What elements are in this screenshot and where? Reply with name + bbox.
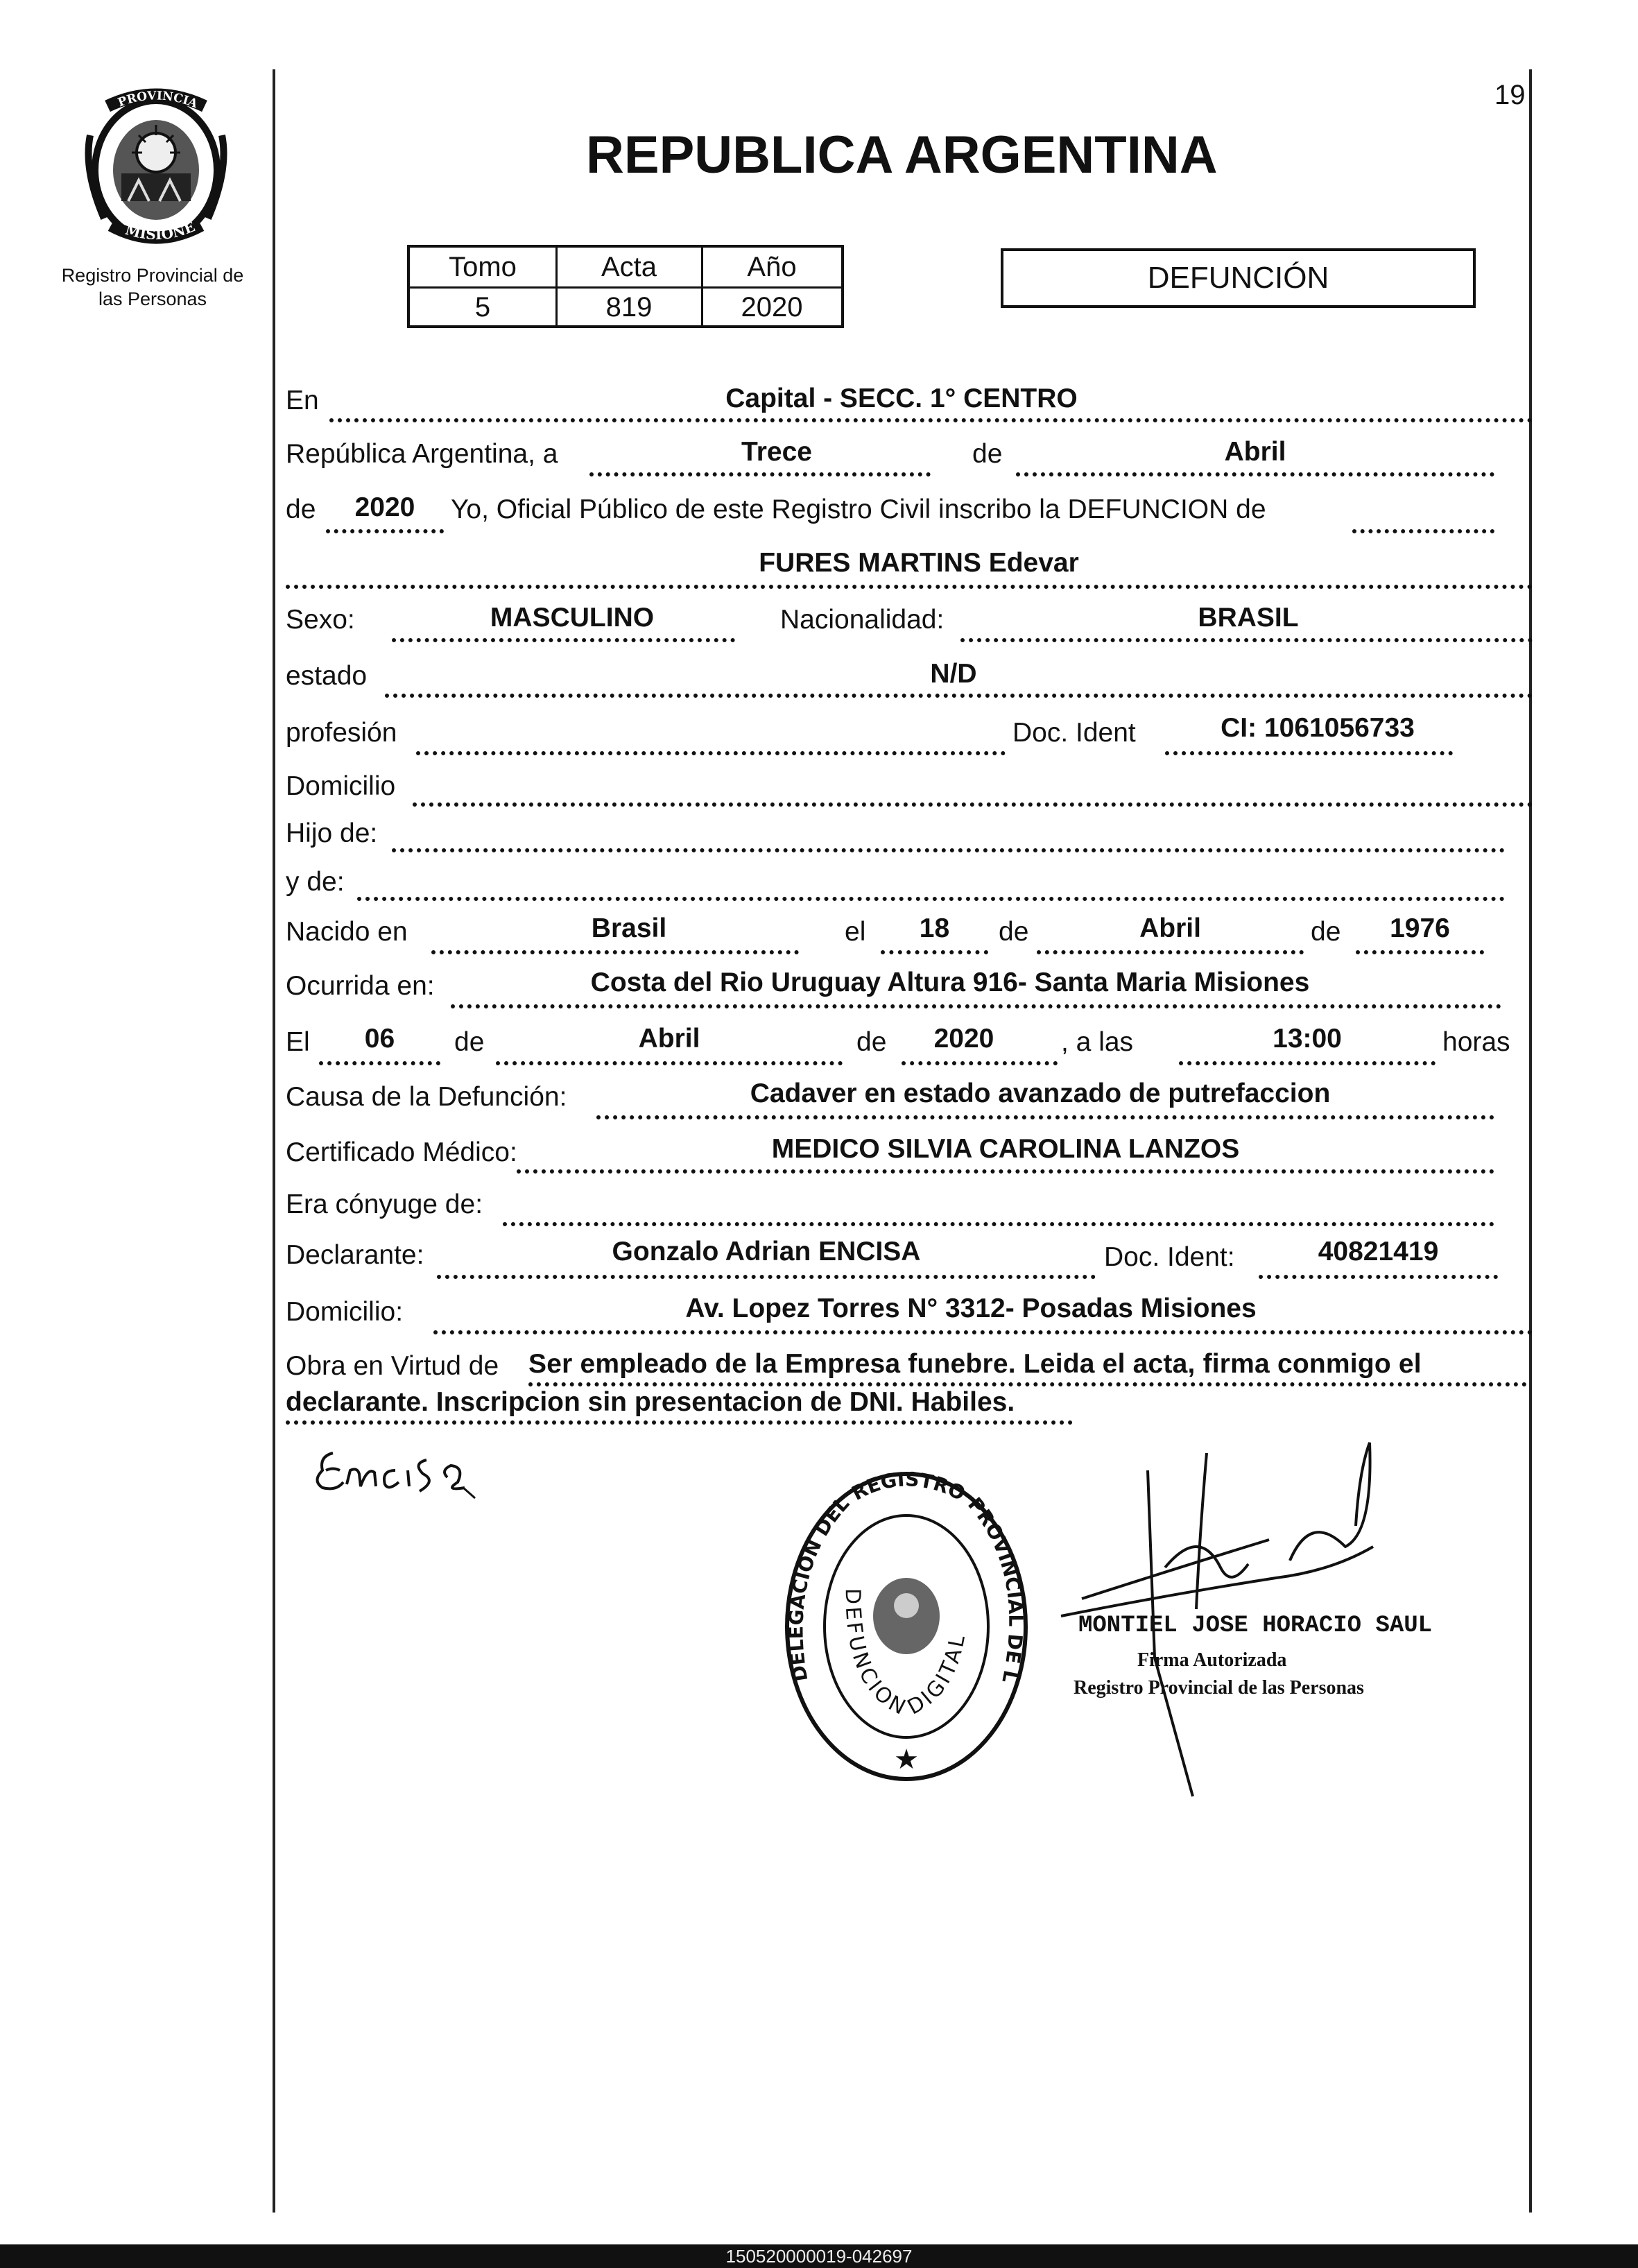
field-line-conyuge [503, 1222, 1494, 1226]
label-republica: República Argentina, a [286, 439, 558, 469]
value-declarante-doc: 40821419 [1318, 1237, 1439, 1266]
table-header-acta: Acta [601, 251, 657, 282]
field-line-doc-ident [1165, 751, 1453, 755]
label-nacido-en: Nacido en [286, 917, 408, 947]
official-role: Firma Autorizada [1137, 1649, 1287, 1671]
field-line-anio [326, 529, 444, 533]
label-de-anio: de [286, 495, 316, 524]
label-ocurrida-en: Ocurrida en: [286, 971, 435, 1001]
value-sexo: MASCULINO [490, 603, 655, 633]
label-de-def-mes: de [454, 1027, 485, 1057]
field-line-sexo [392, 638, 735, 642]
svg-text:PROVINCIA DE: PROVINCIA [116, 89, 200, 112]
label-obra: Obra en Virtud de [286, 1351, 499, 1381]
field-line-declarante [437, 1275, 1096, 1279]
svg-text:MISIONES: MISIONE [123, 218, 198, 243]
label-doc-ident: Doc. Ident [1012, 718, 1136, 748]
label-doc-ident2: Doc. Ident: [1104, 1242, 1235, 1272]
value-def-dia: 06 [364, 1024, 395, 1054]
label-a-las: , a las [1061, 1027, 1134, 1057]
label-el: el [845, 917, 866, 947]
field-line-nacionalidad [960, 638, 1533, 642]
page-number: 19 [1494, 80, 1526, 110]
value-def-mes: Abril [638, 1024, 700, 1054]
table-header-anio: Año [747, 251, 797, 282]
table-header-tomo: Tomo [449, 251, 517, 282]
registry-name-line1: Registro Provincial de [61, 265, 244, 286]
field-line-obra2 [286, 1420, 1073, 1425]
label-El: El [286, 1027, 310, 1057]
value-certificado: MEDICO SILVIA CAROLINA LANZOS [771, 1134, 1240, 1164]
field-line-def-hora [1179, 1061, 1436, 1065]
label-de-mes: de [972, 439, 1003, 469]
field-line-hijo-de [392, 848, 1505, 852]
declarante-signature [305, 1432, 513, 1509]
field-line-ocurrida-en [451, 1004, 1501, 1008]
label-declarante: Declarante: [286, 1240, 424, 1270]
table-value-acta: 819 [605, 291, 653, 323]
label-profesion: profesión [286, 718, 397, 748]
page-title: REPUBLICA ARGENTINA [586, 126, 1218, 184]
table-value-anio: 2020 [741, 291, 803, 323]
label-certificado: Certificado Médico: [286, 1137, 517, 1167]
field-line-yo-end [1352, 529, 1494, 533]
label-domicilio: Domicilio [286, 771, 396, 801]
left-margin-line [273, 69, 275, 2213]
label-y-de: y de: [286, 867, 345, 897]
label-nacionalidad: Nacionalidad: [780, 605, 945, 635]
field-line-def-anio [902, 1061, 1058, 1065]
value-def-anio: 2020 [933, 1024, 994, 1054]
label-en: En [286, 386, 319, 415]
field-line-nac-anio [1356, 950, 1484, 954]
field-line-nacido-en [431, 950, 799, 954]
value-nac-dia: 18 [919, 913, 950, 943]
value-causa: Cadaver en estado avanzado de putrefaccion [750, 1079, 1331, 1108]
label-estado: estado [286, 661, 368, 691]
field-line-estado [385, 694, 1533, 698]
official-name: MONTIEL JOSE HORACIO SAUL [1078, 1613, 1433, 1639]
value-nacionalidad: BRASIL [1198, 603, 1299, 633]
misiones-coat-of-arms-icon [76, 87, 236, 246]
label-sexo: Sexo: [286, 605, 355, 635]
label-de-nac-mes: de [999, 917, 1029, 947]
svg-text:★: ★ [894, 1744, 919, 1775]
value-mes: Abril [1224, 437, 1286, 467]
field-line-declarante-doc [1259, 1275, 1498, 1279]
field-line-obra1 [528, 1382, 1527, 1386]
label-causa: Causa de la Defunción: [286, 1082, 567, 1112]
official-org: Registro Provincial de las Personas [1074, 1677, 1364, 1699]
registry-name-line2: las Personas [98, 289, 207, 309]
field-line-dia [589, 472, 931, 476]
label-yo-oficial: Yo, Oficial Público de este Registro Civil inscribo la DEFUNCION de [451, 495, 1266, 524]
label-de-nac-anio: de [1311, 917, 1341, 947]
value-nac-mes: Abril [1139, 913, 1201, 943]
value-declarante-domicilio: Av. Lopez Torres N° 3312- Posadas Misiones [685, 1294, 1257, 1323]
official-stamp [780, 1467, 1033, 1786]
document-type-box: DEFUNCIÓN [1001, 248, 1476, 308]
value-anio: 2020 [354, 492, 415, 522]
value-nac-anio: 1976 [1390, 913, 1450, 943]
field-line-causa [596, 1115, 1494, 1119]
value-nombre: FURES MARTINS Edevar [759, 548, 1079, 578]
value-nacido-en: Brasil [591, 913, 667, 943]
svg-text:DEFUNCION DIGITAL: DEFUNCION DIGITAL [840, 1588, 971, 1723]
value-ocurrida-en: Costa del Rio Uruguay Altura 916- Santa Maria Misiones [590, 968, 1310, 997]
table-value-tomo: 5 [474, 291, 491, 323]
document-id-footer: 150520000019-042697 [0, 2244, 1638, 2268]
svg-text:DELEGACION DEL REGISTRO PROVIN: DELEGACION DEL REGISTRO PROVINCIAL DE L [784, 1468, 1028, 1685]
value-doc-ident: CI: 1061056733 [1221, 713, 1415, 743]
label-hijo-de: Hijo de: [286, 818, 378, 848]
field-line-def-dia [319, 1061, 440, 1065]
field-line-en [329, 418, 1533, 422]
field-line-domicilio [413, 802, 1533, 807]
field-line-def-mes [496, 1061, 843, 1065]
field-line-domicilio2 [433, 1330, 1533, 1334]
field-line-y-de [357, 897, 1505, 901]
field-line-nac-dia [881, 950, 988, 954]
value-obra-line2: declarante. Inscripcion sin presentacion de DNI. Habiles. [286, 1387, 1015, 1417]
acta-table [407, 245, 844, 328]
field-line-mes [1016, 472, 1494, 476]
field-line-nombre [286, 585, 1533, 589]
value-lugar: Capital - SECC. 1° CENTRO [725, 384, 1078, 413]
label-domicilio2: Domicilio: [286, 1297, 404, 1327]
field-line-profesion [416, 751, 1006, 755]
value-estado: N/D [930, 659, 977, 689]
label-horas: horas [1442, 1027, 1510, 1057]
value-dia-texto: Trece [741, 437, 812, 467]
field-line-certificado [517, 1169, 1494, 1174]
field-line-nac-mes [1037, 950, 1304, 954]
value-def-hora: 13:00 [1273, 1024, 1342, 1054]
label-de-def-anio: de [856, 1027, 887, 1057]
label-conyuge: Era cónyuge de: [286, 1189, 483, 1219]
right-margin-line [1529, 69, 1532, 2213]
value-obra-line1: Ser empleado de la Empresa funebre. Leida el acta, firma conmigo el [528, 1349, 1422, 1379]
value-declarante: Gonzalo Adrian ENCISA [612, 1237, 921, 1266]
